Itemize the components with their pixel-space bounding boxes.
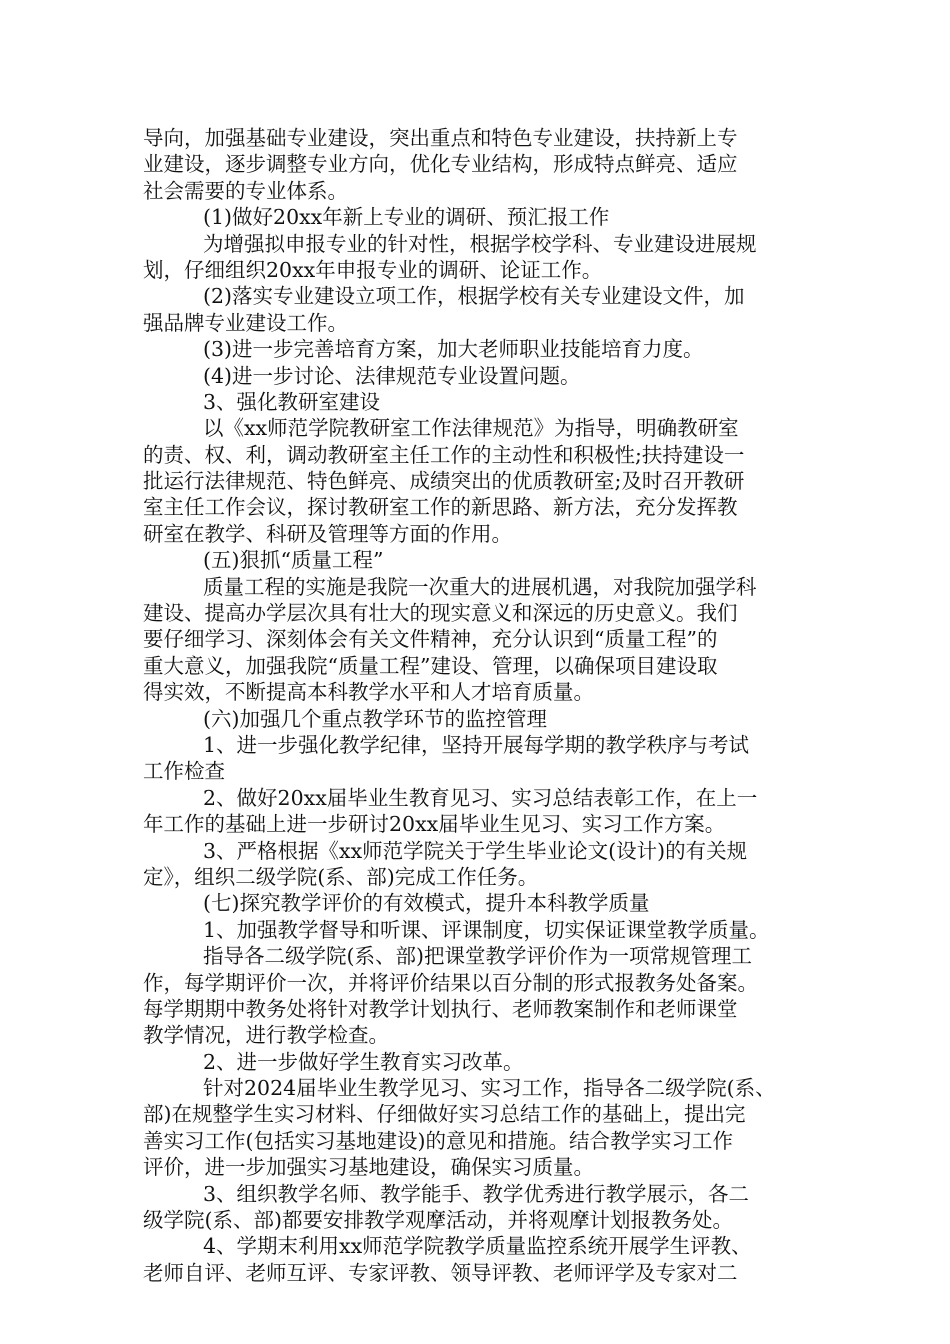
text-line: 工作检查 [143,759,225,784]
text-line: 教学情况，进行教学检查。 [143,1023,389,1048]
text-line: 为增强拟申报专业的针对性，根据学校学科、专业建设进展规 [203,231,757,256]
text-line: (3)进一步完善培育方案，加大老师职业技能培育力度。 [203,337,704,362]
text-line: 老师自评、老师互评、专家评教、领导评教、老师评学及专家对二 [143,1260,738,1285]
text-line: 研室在教学、科研及管理等方面的作用。 [143,521,512,546]
text-line: 作，每学期评价一次，并将评价结果以百分制的形式报教务处备案。 [143,970,758,995]
text-line: 2、进一步做好学生教育实习改革。 [203,1049,524,1074]
text-line: 每学期期中教务处将针对教学计划执行、老师教案制作和老师课堂 [143,996,738,1021]
text-line: 评价，进一步加强实习基地建设，确保实习质量。 [143,1155,594,1180]
text-line: 质量工程的实施是我院一次重大的进展机遇，对我院加强学科 [203,574,757,599]
text-line: 2、做好20xx届毕业生教育见习、实习总结表彰工作，在上一 [203,785,758,810]
text-line: 3、组织教学名师、教学能手、教学优秀进行教学展示，各二 [203,1181,750,1206]
document-page [143,125,815,1286]
text-line: 3、严格根据《xx师范学院关于学生毕业论文(设计)的有关规 [203,838,748,863]
text-line: (七)探究教学评价的有效模式，提升本科教学质量 [203,891,650,916]
text-line: 指导各二级学院(系、部)把课堂教学评价作为一项常规管理工 [203,944,752,969]
text-line: 要仔细学习、深刻体会有关文件精神，充分认识到“质量工程”的 [143,627,718,652]
text-line: 导向，加强基础专业建设，突出重点和特色专业建设，扶持新上专 [143,126,738,150]
text-line: (4)进一步讨论、法律规范专业设置问题。 [203,363,581,388]
text-line: 社会需要的专业体系。 [143,178,348,203]
text-line: (1)做好20xx年新上专业的调研、预汇报工作 [203,205,610,230]
text-line: 4、学期末利用xx师范学院教学质量监控系统开展学生评教、 [203,1234,752,1259]
text-line: 部)在规整学生实习材料、仔细做好实习总结工作的基础上，提出完 [143,1102,746,1127]
text-line: 重大意义，加强我院“质量工程”建设、管理，以确保项目建设取 [143,653,718,678]
text-line: 针对2024届毕业生教学见习、实习工作，指导各二级学院(系、 [203,1076,776,1101]
text-line: 1、进一步强化教学纪律，坚持开展每学期的教学秩序与考试 [203,732,750,757]
text-line: 定》，组织二级学院(系、部)完成工作任务。 [143,864,539,889]
text-line: 得实效，不断提高本科教学水平和人才培育质量。 [143,680,594,705]
text-line: 年工作的基础上进一步研讨20xx届毕业生见习、实习工作方案。 [143,812,726,837]
text-line: 的责、权、利，调动教研室主任工作的主动性和积极性;扶持建设一 [143,442,745,467]
text-line: 批运行法律规范、特色鲜亮、成绩突出的优质教研室;及时召开教研 [143,469,745,494]
text-line: 以《xx师范学院教研室工作法律规范》为指导，明确教研室 [203,416,739,441]
text-line: (五)狠抓“质量工程” [203,548,384,573]
text-line: 强品牌专业建设工作。 [143,310,348,335]
text-line: 业建设，逐步调整专业方向，优化专业结构，形成特点鲜亮、适应 [143,152,738,177]
text-line: 室主任工作会议，探讨教研室工作的新思路、新方法，充分发挥教 [143,495,738,520]
text-line: 3、强化教研室建设 [203,389,381,414]
text-line: (六)加强几个重点教学环节的监控管理 [203,706,547,731]
text-line: 建设、提高办学层次具有壮大的现实意义和深远的历史意义。我们 [143,601,738,626]
text-line: (2)落实专业建设立项工作，根据学校有关专业建设文件，加 [203,284,745,309]
text-line: 划，仔细组织20xx年申报专业的调研、论证工作。 [143,257,603,282]
text-line: 善实习工作(包括实习基地建设)的意见和措施。结合教学实习工作 [143,1128,733,1153]
text-line: 1、加强教学督导和听课、评课制度，切实保证课堂教学质量。 [203,917,770,942]
text-line: 级学院(系、部)都要安排教学观摩活动，并将观摩计划报教务处。 [143,1208,733,1233]
